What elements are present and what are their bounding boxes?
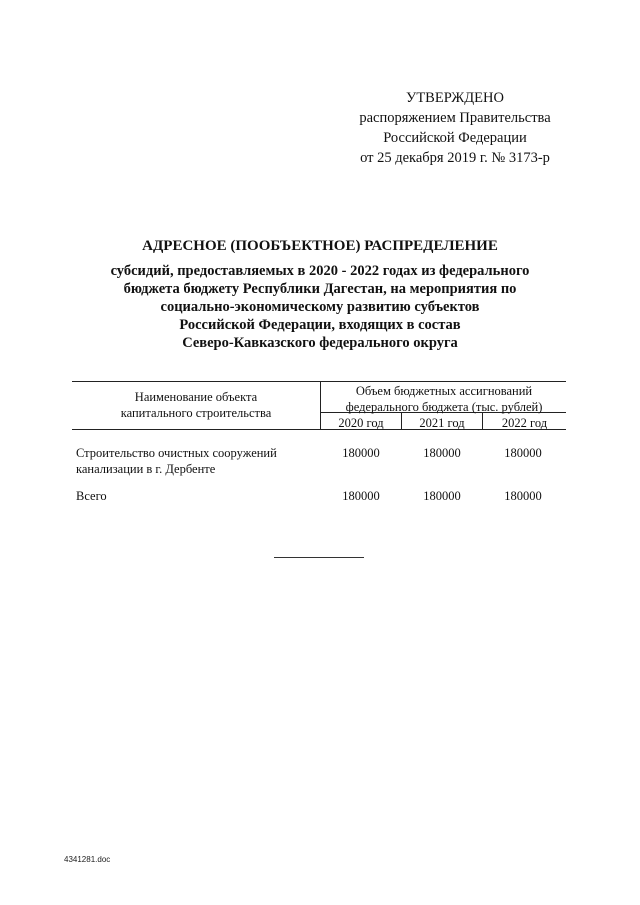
table-row-name (76, 445, 277, 477)
approval-authority: распоряжением Правительства (359, 110, 551, 126)
header-object-name (72, 389, 320, 421)
subtitle-line: социально-экономическому развитию субъектов (160, 299, 480, 315)
header-year-2021: 2021 год (419, 416, 465, 430)
row-value-2022: 180000 (504, 446, 542, 460)
approval-heading: УТВЕРЖДЕНО (406, 90, 504, 106)
header-budget-volume-line: Объем бюджетных ассигнований (355, 384, 533, 398)
header-object-name-line: капитального строительства (120, 406, 272, 420)
total-value-2021: 180000 (423, 489, 461, 503)
row-name-line: Строительство очистных сооружений (76, 446, 277, 460)
table-top-rule (72, 381, 566, 382)
row-name-line: канализации в г. Дербенте (76, 462, 216, 476)
header-year-2022: 2022 год (501, 416, 548, 430)
row-value-2021: 180000 (423, 446, 461, 460)
row-name-line: Всего (76, 489, 107, 503)
subtitle-line: субсидий, предоставляемых в 2020 - 2022 годах из федерального (110, 263, 530, 279)
header-object-name-line: Наименование объекта (134, 390, 258, 404)
document-title: АДРЕСНОЕ (ПООБЪЕКТНОЕ) РАСПРЕДЕЛЕНИЕ (142, 238, 498, 254)
document-end-rule (274, 557, 364, 558)
subtitle-line: Российской Федерации, входящих в состав (179, 317, 461, 333)
total-value-2022: 180000 (504, 489, 542, 503)
subtitle-line: Северо-Кавказского федерального округа (182, 335, 458, 351)
header-budget-volume (322, 383, 566, 415)
document-subtitle (60, 262, 580, 352)
subtitle-line: бюджета бюджету Республики Дагестан, на мероприятия по (123, 281, 517, 297)
approval-block (330, 88, 580, 168)
header-budget-volume-line: федерального бюджета (тыс. рублей) (345, 400, 543, 414)
header-year-2020: 2020 год (338, 416, 384, 430)
total-value-2020: 180000 (342, 489, 380, 503)
footer-doc-id: 4341281.doc (64, 855, 111, 864)
row-value-2020: 180000 (342, 446, 380, 460)
table-row-total-label (76, 488, 107, 504)
approval-authority-country: Российской Федерации (383, 130, 527, 146)
approval-date-number: от 25 декабря 2019 г. № 3173-р (360, 150, 550, 166)
